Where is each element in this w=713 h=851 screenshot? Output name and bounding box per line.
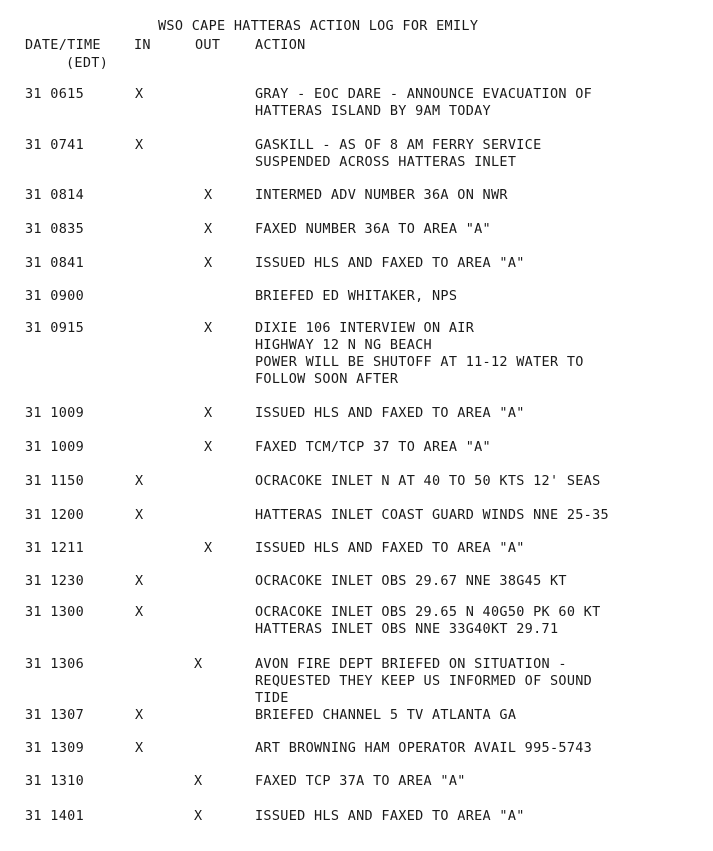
- row-in-mark: X: [135, 573, 144, 589]
- document-title: WSO CAPE HATTERAS ACTION LOG FOR EMILY: [158, 18, 479, 34]
- row-out-mark: X: [204, 439, 213, 455]
- header-edt: (EDT): [66, 55, 109, 71]
- row-date-time: 31 0814: [25, 187, 84, 203]
- row-date-time: 31 1200: [25, 507, 84, 523]
- action-line: POWER WILL BE SHUTOFF AT 11-12 WATER TO: [255, 354, 584, 370]
- action-line: REQUESTED THEY KEEP US INFORMED OF SOUND: [255, 673, 593, 689]
- row-in-mark: X: [135, 604, 144, 620]
- row-in-mark: X: [135, 707, 144, 723]
- action-line: OCRACOKE INLET N AT 40 TO 50 KTS 12' SEAS: [255, 473, 601, 489]
- action-line: ISSUED HLS AND FAXED TO AREA "A": [255, 255, 525, 271]
- row-out-mark: X: [194, 808, 203, 824]
- row-action: [255, 540, 525, 557]
- row-date-time: 31 1009: [25, 405, 84, 421]
- action-line: ART BROWNING HAM OPERATOR AVAIL 995-5743: [255, 740, 593, 756]
- action-line: HIGHWAY 12 N NG BEACH: [255, 337, 432, 353]
- action-line: HATTERAS INLET COAST GUARD WINDS NNE 25-35: [255, 507, 609, 523]
- row-in-mark: X: [135, 507, 144, 523]
- action-line: GRAY - EOC DARE - ANNOUNCE EVACUATION OF: [255, 86, 593, 102]
- row-action: [255, 773, 466, 790]
- header-out: OUT: [195, 37, 221, 53]
- action-line: SUSPENDED ACROSS HATTERAS INLET: [255, 154, 517, 170]
- row-date-time: 31 1230: [25, 573, 84, 589]
- row-in-mark: X: [135, 473, 144, 489]
- action-line: FOLLOW SOON AFTER: [255, 371, 399, 387]
- row-action: [255, 320, 584, 388]
- row-out-mark: X: [204, 320, 213, 336]
- row-action: [255, 573, 567, 590]
- row-date-time: 31 1309: [25, 740, 84, 756]
- row-action: [255, 288, 457, 305]
- row-action: [255, 187, 508, 204]
- action-line: FAXED TCM/TCP 37 TO AREA "A": [255, 439, 491, 455]
- header-action: ACTION: [255, 37, 306, 53]
- row-date-time: 31 1150: [25, 473, 84, 489]
- row-out-mark: X: [204, 405, 213, 421]
- action-line: FAXED NUMBER 36A TO AREA "A": [255, 221, 491, 237]
- action-line: DIXIE 106 INTERVIEW ON AIR: [255, 320, 475, 336]
- row-date-time: 31 0841: [25, 255, 84, 271]
- action-line: ISSUED HLS AND FAXED TO AREA "A": [255, 405, 525, 421]
- action-line: BRIEFED ED WHITAKER, NPS: [255, 288, 458, 304]
- action-line: TIDE: [255, 690, 289, 706]
- action-line: HATTERAS ISLAND BY 9AM TODAY: [255, 103, 491, 119]
- row-action: [255, 507, 609, 524]
- row-out-mark: X: [204, 221, 213, 237]
- row-action: [255, 707, 516, 724]
- row-date-time: 31 1307: [25, 707, 84, 723]
- row-date-time: 31 0615: [25, 86, 84, 102]
- row-in-mark: X: [135, 86, 144, 102]
- row-date-time: 31 1211: [25, 540, 84, 556]
- action-line: ISSUED HLS AND FAXED TO AREA "A": [255, 808, 525, 824]
- row-date-time: 31 0741: [25, 137, 84, 153]
- action-line: AVON FIRE DEPT BRIEFED ON SITUATION -: [255, 656, 567, 672]
- row-date-time: 31 1310: [25, 773, 84, 789]
- row-action: [255, 604, 601, 638]
- action-line: OCRACOKE INLET OBS 29.67 NNE 38G45 KT: [255, 573, 567, 589]
- action-line: FAXED TCP 37A TO AREA "A": [255, 773, 466, 789]
- row-action: [255, 137, 542, 171]
- row-action: [255, 255, 525, 272]
- action-line: INTERMED ADV NUMBER 36A ON NWR: [255, 187, 508, 203]
- row-out-mark: X: [204, 255, 213, 271]
- row-date-time: 31 0900: [25, 288, 84, 304]
- row-out-mark: X: [194, 656, 203, 672]
- row-action: [255, 808, 525, 825]
- row-action: [255, 221, 491, 238]
- row-date-time: 31 1009: [25, 439, 84, 455]
- row-action: [255, 405, 525, 422]
- row-date-time: 31 1300: [25, 604, 84, 620]
- row-out-mark: X: [204, 540, 213, 556]
- row-date-time: 31 0835: [25, 221, 84, 237]
- row-date-time: 31 1401: [25, 808, 84, 824]
- row-out-mark: X: [204, 187, 213, 203]
- row-action: [255, 740, 592, 757]
- action-line: OCRACOKE INLET OBS 29.65 N 40G50 PK 60 KT: [255, 604, 601, 620]
- row-action: [255, 439, 491, 456]
- row-action: [255, 656, 592, 707]
- row-action: [255, 473, 601, 490]
- row-action: [255, 86, 592, 120]
- action-line: BRIEFED CHANNEL 5 TV ATLANTA GA: [255, 707, 517, 723]
- row-in-mark: X: [135, 740, 144, 756]
- row-in-mark: X: [135, 137, 144, 153]
- action-line: ISSUED HLS AND FAXED TO AREA "A": [255, 540, 525, 556]
- action-line: GASKILL - AS OF 8 AM FERRY SERVICE: [255, 137, 542, 153]
- row-date-time: 31 0915: [25, 320, 84, 336]
- action-line: HATTERAS INLET OBS NNE 33G40KT 29.71: [255, 621, 559, 637]
- row-date-time: 31 1306: [25, 656, 84, 672]
- header-date-time: DATE/TIME: [25, 37, 101, 53]
- header-in: IN: [134, 37, 151, 53]
- row-out-mark: X: [194, 773, 203, 789]
